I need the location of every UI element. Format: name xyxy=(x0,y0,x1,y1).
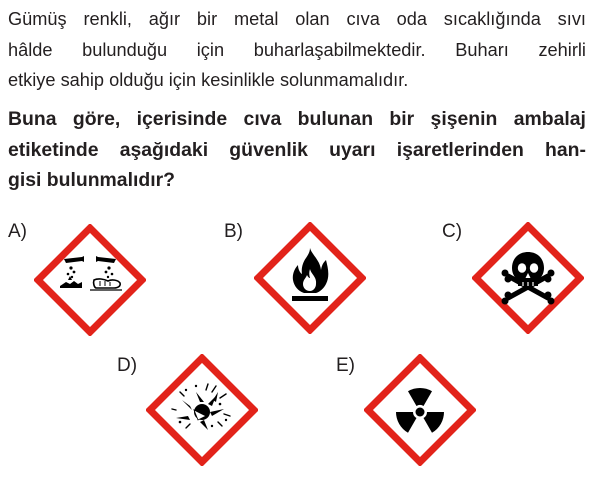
explosive-icon xyxy=(146,354,258,466)
option-b-label[interactable]: B) xyxy=(224,221,243,242)
option-d-label[interactable]: D) xyxy=(117,355,138,376)
word: ağır xyxy=(148,9,181,29)
word: göre, xyxy=(72,108,121,130)
passage xyxy=(8,4,586,96)
option-d-pictogram[interactable] xyxy=(146,354,258,466)
word: içerisinde xyxy=(136,108,228,130)
question-stem xyxy=(8,104,586,196)
radioactive-icon xyxy=(364,354,476,466)
word: hâlde xyxy=(8,39,53,60)
word: metal xyxy=(233,9,279,29)
word: olan xyxy=(295,9,330,29)
option-e-pictogram[interactable] xyxy=(364,354,476,466)
question-line-2 xyxy=(8,135,586,166)
word: Gümüş xyxy=(8,9,67,29)
corrosive-icon xyxy=(34,224,146,336)
word: Buharı xyxy=(455,39,509,60)
option-c-pictogram[interactable] xyxy=(472,222,584,334)
word: işaretlerinden xyxy=(396,138,524,161)
option-b-pictogram[interactable] xyxy=(254,222,366,334)
passage-line-1 xyxy=(8,4,586,35)
word: uyarı xyxy=(329,138,376,161)
word: buharlaşabilmektedir. xyxy=(253,39,426,60)
option-a-label[interactable]: A) xyxy=(8,221,27,242)
question-line-3: gisi bulunmalıdır? xyxy=(8,169,175,191)
word: cıva xyxy=(243,108,282,130)
flammable-icon xyxy=(254,222,366,334)
word: sıvı xyxy=(557,9,586,29)
word: zehirli xyxy=(538,39,586,60)
toxic-skull-icon xyxy=(472,222,584,334)
word: renkli, xyxy=(83,9,132,29)
word: aşağıdaki xyxy=(119,138,209,161)
word: şişenin xyxy=(430,108,498,130)
option-e-label[interactable]: E) xyxy=(336,355,355,376)
word: bir xyxy=(196,9,218,29)
passage-line-2 xyxy=(8,35,586,66)
question-line-1 xyxy=(8,104,586,135)
word: oda xyxy=(396,9,427,29)
word: güvenlik xyxy=(229,138,308,161)
word: han- xyxy=(545,138,586,161)
option-a-pictogram[interactable] xyxy=(34,224,146,336)
word: ambalaj xyxy=(513,108,586,130)
word: sıcaklığında xyxy=(443,9,541,29)
word: bir xyxy=(389,108,415,130)
word: bulunan xyxy=(297,108,374,130)
passage-line-3: etkiye sahip olduğu için kesinlikle solunmamalıdır. xyxy=(8,70,409,90)
word: cıva xyxy=(346,9,380,29)
word: için xyxy=(196,39,225,60)
option-c-label[interactable]: C) xyxy=(442,221,463,242)
word: Buna xyxy=(8,108,57,130)
word: etiketinde xyxy=(8,138,99,161)
word: bulunduğu xyxy=(82,39,168,60)
